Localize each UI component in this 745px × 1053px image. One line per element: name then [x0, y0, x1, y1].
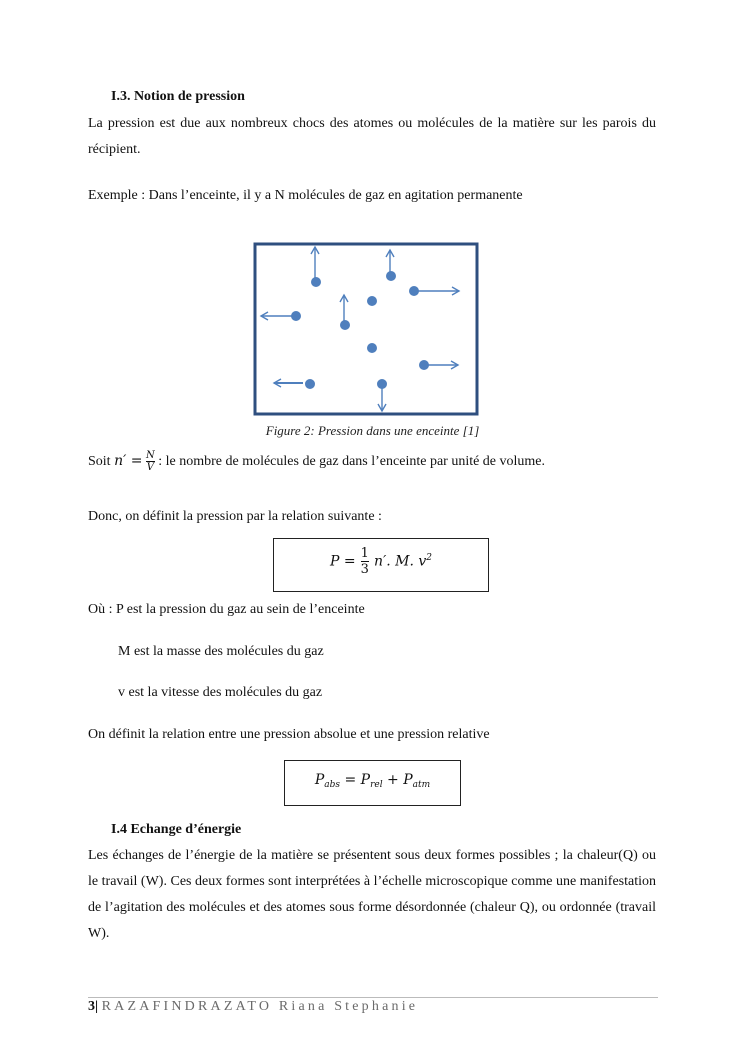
pressure-enclosure-figure — [253, 242, 479, 418]
fraction-numerator: N — [145, 450, 155, 462]
molecule — [305, 379, 315, 389]
relation-intro: On définit la relation entre une pression absolue et une pression relative — [88, 727, 490, 742]
rel-subscript: rel — [370, 780, 383, 790]
atm-subscript: atm — [412, 780, 431, 790]
pressure-formula — [274, 546, 488, 577]
soit-line — [88, 448, 545, 475]
formula-rest: n′. M. v — [374, 553, 427, 570]
n-over-v-fraction — [146, 450, 155, 473]
fraction-numerator: 1 — [360, 546, 369, 561]
p-abs-symbol: P — [314, 772, 325, 788]
one-third-fraction — [361, 546, 369, 577]
definition-v: v est la vitesse des molécules du gaz — [118, 685, 323, 700]
formula-exponent: 2 — [426, 553, 433, 563]
intro-paragraph: La pression est due aux nombreux chocs des atomes ou molécules de la matière sur les parois du récipient. — [88, 116, 656, 157]
definition-p: Où : P est la pression du gaz au sein de l’enceinte — [88, 602, 365, 617]
abs-subscript: abs — [324, 780, 340, 790]
fraction-denominator: 3 — [360, 562, 369, 577]
n-prime-var: n′ = — [114, 453, 143, 469]
example-line: Exemple : Dans l’enceinte, il y a N molécules de gaz en agitation permanente — [88, 188, 523, 203]
equals-sign: = — [340, 772, 361, 788]
p-atm-symbol: P — [403, 772, 413, 788]
enclosure-box — [255, 244, 477, 414]
molecule — [386, 271, 396, 281]
p-rel-symbol: P — [360, 772, 371, 788]
molecule — [311, 277, 321, 287]
figure-caption: Figure 2: Pression dans une enceinte [1] — [265, 423, 480, 438]
soit-text: : le nombre de molécules de gaz dans l’enceinte par unité de volume. — [158, 454, 546, 469]
author-name: RAZAFINDRAZATO Riana Stephanie — [101, 999, 419, 1014]
donc-line: Donc, on définit la pression par la relation suivante : — [88, 509, 382, 524]
soit-prefix: Soit — [88, 454, 111, 469]
formula-lhs: P = — [329, 553, 356, 570]
absolute-pressure-formula-box — [284, 760, 461, 806]
molecule — [291, 311, 301, 321]
definition-m: M est la masse des molécules du gaz — [118, 644, 324, 659]
molecule — [340, 320, 350, 330]
footer-separator: | — [95, 999, 99, 1014]
plus-sign: + — [382, 772, 404, 788]
page-footer — [88, 999, 418, 1015]
section-heading-1-4: I.4 Echange d’énergie — [111, 822, 242, 837]
absolute-pressure-formula — [285, 772, 460, 790]
fraction-denominator: V — [146, 462, 154, 474]
pressure-formula-box — [273, 538, 489, 592]
section-heading-1-3: I.3. Notion de pression — [111, 89, 245, 104]
energy-exchange-paragraph: Les échanges de l’énergie de la matière se présentent sous deux formes possibles ; la chaleur(Q) ou le travail (W). Ces deux formes sont interprétées à l’échelle microscopique comme une manifestation de l’agitation des molécules et des atomes sous forme désordonnée (chaleur Q), ou ordonnée (travail W). — [88, 848, 656, 941]
footer-rule — [88, 997, 658, 998]
page-number: 3 — [88, 999, 95, 1014]
molecule — [377, 379, 387, 389]
molecule — [409, 286, 419, 296]
molecule — [367, 343, 377, 353]
molecule — [419, 360, 429, 370]
molecule — [367, 296, 377, 306]
